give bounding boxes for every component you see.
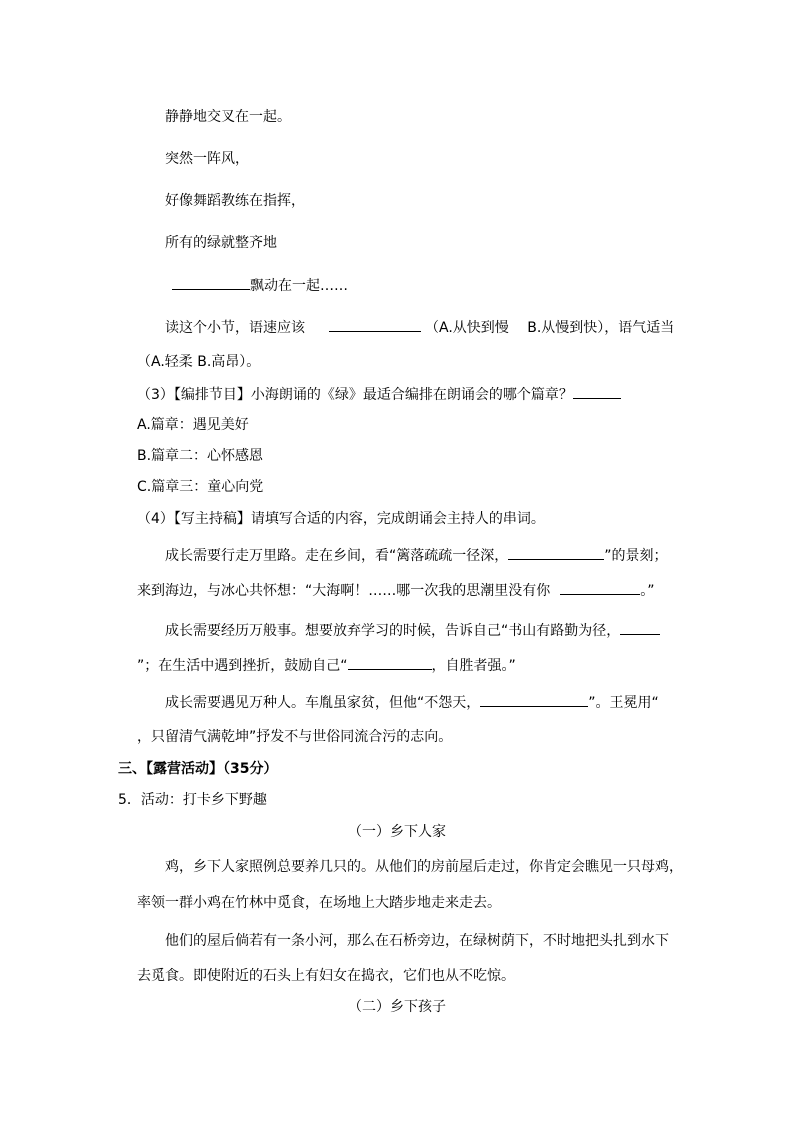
poem-line-5-text: 飘动在一起…… <box>250 278 348 294</box>
q3-stem-text: （3）【编排节目】小海朗诵的《绿》最适合编排在朗诵会的哪个篇章？ <box>137 387 573 403</box>
poem-line-2: 突然一阵风， <box>165 151 249 167</box>
answer-blank[interactable] <box>172 275 250 290</box>
q4-text: ”。王冕用“ <box>588 695 659 711</box>
q4-para1-line1 <box>165 545 668 566</box>
answer-blank[interactable] <box>573 384 621 399</box>
q2-line-2: （A.轻柔 B.高昂）。 <box>137 354 261 370</box>
q4-para3-line2: ，只留清气满乾坤”抒发不与世俗同流合污的志向。 <box>137 729 453 745</box>
q3-option-b: B.篇章二：心怀感恩 <box>137 448 264 464</box>
q4-text: 来到海边，与冰心共怀想：“大海啊！……哪一次我的思潮里没有你 <box>137 583 551 599</box>
q4-para1-line2 <box>137 580 655 601</box>
answer-blank[interactable] <box>560 580 640 595</box>
passage-para1-line2: 率领一群小鸡在竹林中觅食，在场地上大踏步地走来走去。 <box>137 895 501 911</box>
answer-blank[interactable] <box>329 317 421 332</box>
poem-line-4: 所有的绿就整齐地 <box>165 235 277 251</box>
q3-stem <box>137 384 621 405</box>
q4-stem: （4）【写主持稿】请填写合适的内容，完成朗诵会主持人的串词。 <box>137 511 545 527</box>
passage-heading-1: （一）乡下人家 <box>348 824 446 840</box>
answer-blank[interactable] <box>508 545 604 560</box>
q2-text-1: 读这个小节，语速应该 <box>165 320 305 336</box>
poem-line-1: 静静地交叉在一起。 <box>165 109 291 125</box>
q2-text-2: （A.从快到慢 B.从慢到快），语气适当 <box>425 320 675 336</box>
passage-para1-line1: 鸡，乡下人家照例总要养几只的。从他们的房前屋后走过，你肯定会瞧见一只母鸡， <box>165 859 683 875</box>
answer-blank[interactable] <box>620 620 660 635</box>
q4-para2-line2 <box>137 655 516 676</box>
q4-para2-line1 <box>165 620 660 641</box>
q5-stem: 5．活动：打卡乡下野趣 <box>118 792 267 808</box>
q4-para3-line1 <box>165 692 659 713</box>
q4-text: 。” <box>640 583 655 599</box>
answer-blank[interactable] <box>348 655 432 670</box>
q3-option-c: C.篇章三：童心向党 <box>137 479 264 495</box>
poem-line-3: 好像舞蹈教练在指挥， <box>165 193 305 209</box>
q4-text: 成长需要遇见万种人。车胤虽家贫，但他“不怨天， <box>165 695 481 711</box>
answer-blank[interactable] <box>480 692 588 707</box>
q4-text: ”的景刻； <box>604 548 668 564</box>
q4-text: ，自胜者强。” <box>431 658 516 674</box>
q4-text: 成长需要经历万般事。想要放弃学习的时候，告诉自己“书山有路勤为径， <box>165 623 621 639</box>
section-title: 三、【露营活动】（35分） <box>118 761 278 777</box>
q3-option-a: A.篇章：遇见美好 <box>137 417 249 433</box>
passage-para2-line1: 他们的屋后倘若有一条小河，那么在石桥旁边，在绿树荫下，不时地把头扎到水下 <box>165 933 669 949</box>
q4-text: ”；在生活中遇到挫折，鼓励自己“ <box>137 658 348 674</box>
passage-para2-line2: 去觅食。即使附近的石头上有妇女在捣衣，它们也从不吃惊。 <box>137 968 515 984</box>
poem-line-5 <box>172 275 348 296</box>
q4-text: 成长需要行走万里路。走在乡间，看“篱落疏疏一径深， <box>165 548 509 564</box>
passage-heading-2: （二）乡下孩子 <box>348 999 446 1015</box>
q2-line-1 <box>165 317 674 338</box>
